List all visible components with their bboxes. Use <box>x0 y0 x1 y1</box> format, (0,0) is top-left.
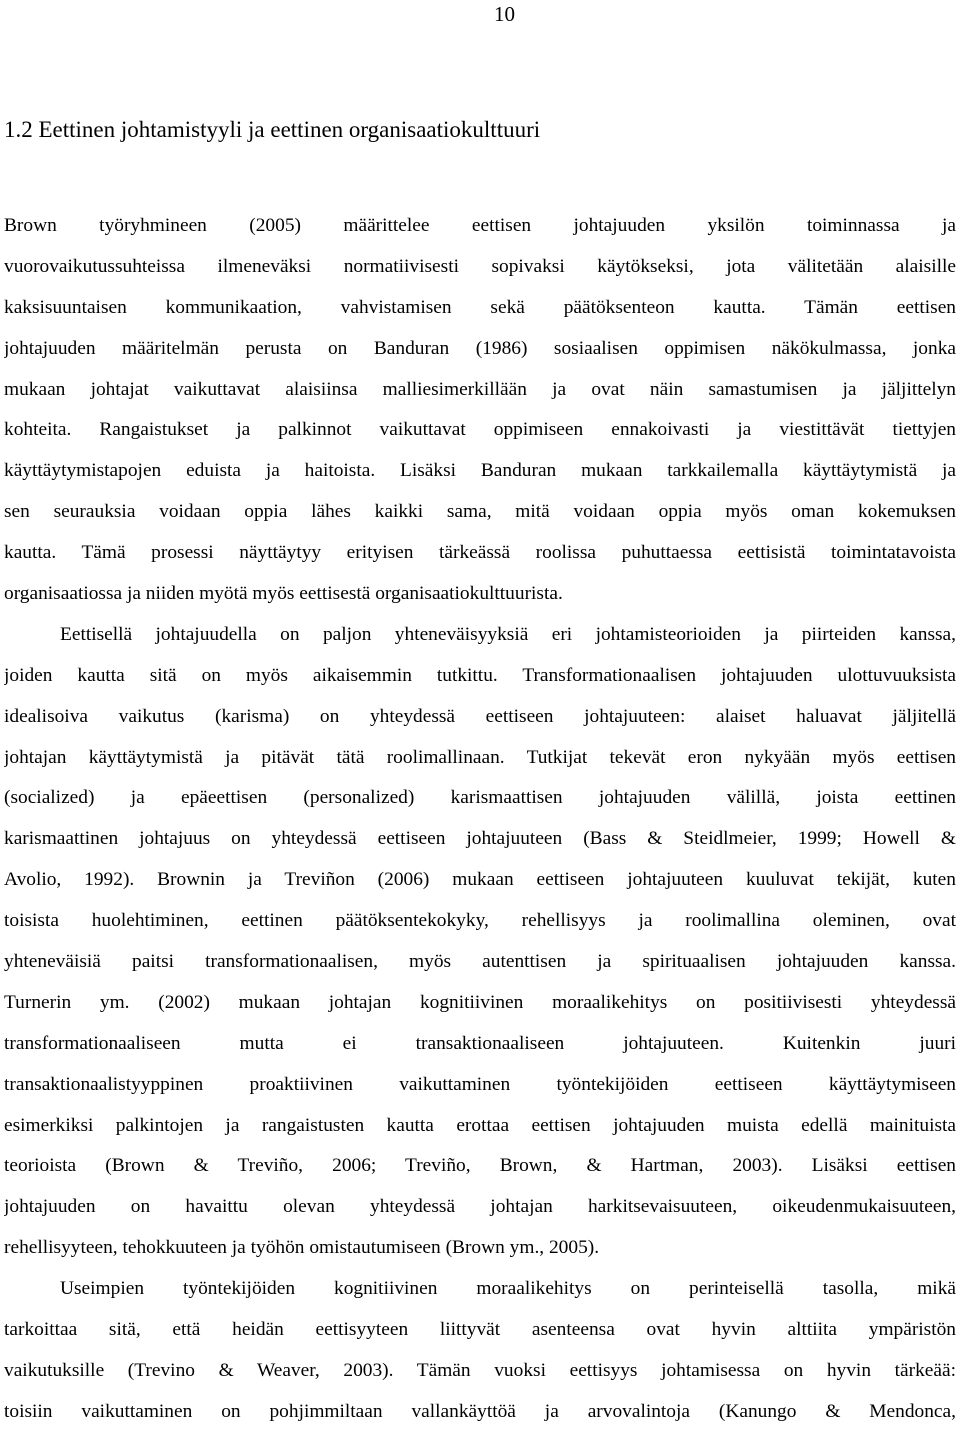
text-line: (socialized) ja epäeettisen (personalized) karismaattisen johtajuuden välillä, joista eettinen <box>4 787 956 809</box>
text-line: vuorovaikutussuhteissa ilmeneväksi normatiivisesti sopivaksi käytökseksi, jota välitetään alaisille <box>4 255 956 277</box>
text-line: kohteita. Rangaistukset ja palkinnot vaikuttavat oppimiseen ennakoivasti ja viestittävät tiettyjen <box>4 419 956 441</box>
text-line: toisista huolehtiminen, eettinen päätöksentekokyky, rehellisyys ja roolimallina oleminen, ovat <box>4 910 956 932</box>
text-line: rehellisyyteen, tehokkuuteen ja työhön omistautumiseen (Brown ym., 2005). <box>4 1237 600 1259</box>
text-line: tarkoittaa sitä, että heidän eettisyyteen liittyvät asenteensa ovat hyvin alttiita ympäristön <box>4 1319 956 1341</box>
text-line: mukaan johtajat vaikuttavat alaisiinsa malliesimerkillään ja ovat näin samastumisen ja jäljittelyn <box>4 378 956 400</box>
text-line: kaksisuuntaisen kommunikaation, vahvistamisen sekä päätöksenteon kautta. Tämän eettisen <box>4 296 956 318</box>
text-line: sen seurauksia voidaan oppia lähes kaikki sama, mitä voidaan oppia myös oman kokemuksen <box>4 501 956 523</box>
text-line: johtajuuden on havaittu olevan yhteydessä johtajan harkitsevaisuuteen, oikeudenmukaisuuteen, <box>4 1196 956 1218</box>
text-line: toisiin vaikuttaminen on pohjimmiltaan vallankäyttöä ja arvovalintoja (Kanungo & Mendonca, <box>4 1400 956 1422</box>
text-line: yhteneväisiä paitsi transformationaalisen, myös autenttisen ja spirituaalisen johtajuuden kanssa. <box>4 951 956 973</box>
text-line: Useimpien työntekijöiden kognitiivinen moraalikehitys on perinteisellä tasolla, mikä <box>60 1278 956 1300</box>
text-line: joiden kautta sitä on myös aikaisemmin tutkittu. Transformationaalisen johtajuuden ulottuvuuksista <box>4 664 956 686</box>
text-line: organisaatiossa ja niiden myötä myös eettisestä organisaatiokulttuurista. <box>4 583 563 605</box>
text-line: transformationaaliseen mutta ei transaktionaaliseen johtajuuteen. Kuitenkin juuri <box>4 1032 956 1054</box>
text-line: teorioista (Brown & Treviño, 2006; Treviño, Brown, & Hartman, 2003). Lisäksi eettisen <box>4 1155 956 1177</box>
text-line: Avolio, 1992). Brownin ja Treviñon (2006) mukaan eettiseen johtajuuteen kuuluvat tekijät, kuten <box>4 869 956 891</box>
text-line: karismaattinen johtajuus on yhteydessä eettiseen johtajuuteen (Bass & Steidlmeier, 1999; Howell & <box>4 828 956 850</box>
text-line: Brown työryhmineen (2005) määrittelee eettisen johtajuuden yksilön toiminnassa ja <box>4 215 956 236</box>
paragraph-3 <box>4 1269 956 1433</box>
text-line: Eettisellä johtajuudella on paljon yhteneväisyyksiä eri johtamisteorioiden ja piirteiden kanssa, <box>60 623 956 645</box>
paragraph-2 <box>4 615 956 1269</box>
text-line: vaikutuksille (Trevino & Weaver, 2003). Tämän vuoksi eettisyys johtamisessa on hyvin tärkeää: <box>4 1359 956 1381</box>
text-line: johtajuuden määritelmän perusta on Banduran (1986) sosiaalisen oppimisen näkökulmassa, jonka <box>4 337 956 359</box>
text-line: transaktionaalistyyppinen proaktiivinen vaikuttaminen työntekijöiden eettiseen käyttäytymiseen <box>4 1073 956 1095</box>
page-number: 10 <box>494 2 515 26</box>
paragraph-1 <box>4 206 956 615</box>
text-line: käyttäytymistapojen eduista ja haitoista. Lisäksi Banduran mukaan tarkkailemalla käyttäytymistä ja <box>4 460 956 482</box>
text-line: johtajan käyttäytymistä ja pitävät tätä roolimallinaan. Tutkijat tekevät eron nykyään myös eettisen <box>4 746 956 768</box>
text-line: esimerkiksi palkintojen ja rangaistusten kautta erottaa eettisen johtajuuden muista edellä mainituista <box>4 1114 956 1136</box>
text-line: idealisoiva vaikutus (karisma) on yhteydessä eettiseen johtajuuteen: alaiset haluavat jäljitellä <box>4 705 956 727</box>
text-line: kautta. Tämä prosessi näyttäytyy erityisen tärkeässä roolissa puhuttaessa eettisistä toimintatavoista <box>4 542 956 564</box>
body-text <box>4 206 956 1433</box>
text-line: Turnerin ym. (2002) mukaan johtajan kognitiivinen moraalikehitys on positiivisesti yhteydessä <box>4 991 956 1013</box>
section-heading: 1.2 Eettinen johtamistyyli ja eettinen organisaatiokulttuuri <box>4 117 541 142</box>
